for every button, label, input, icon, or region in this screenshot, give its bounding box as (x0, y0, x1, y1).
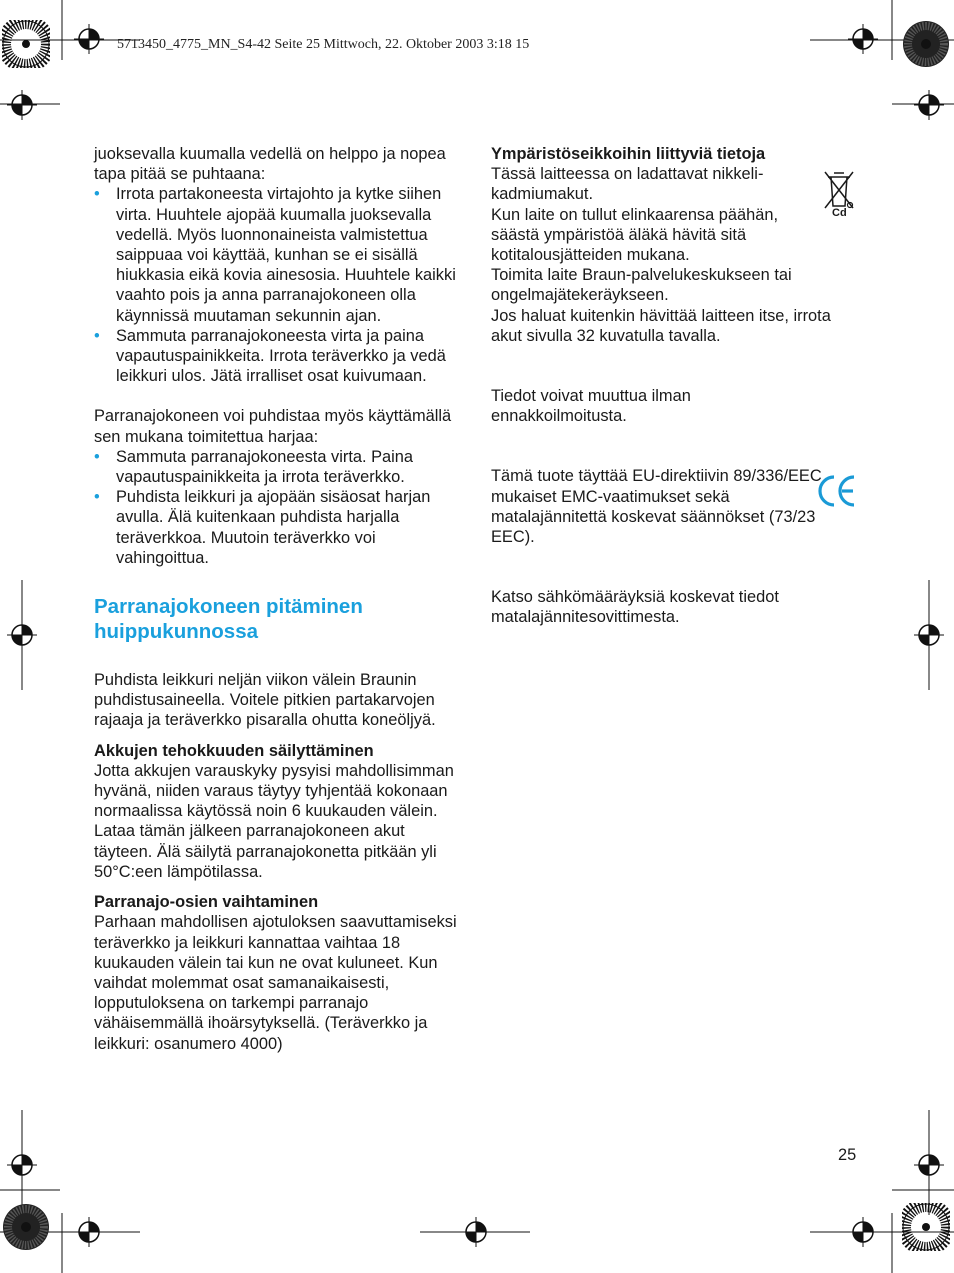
page-number: 25 (838, 1146, 857, 1164)
environment-subheading: Ympäristöseikkoihin liittyviä tietoja (491, 145, 766, 163)
print-header: 5713450_4775_MN_S4-42 Seite 25 Mittwoch, 22. Oktober 2003 3:18 15 (117, 37, 530, 52)
maintenance-text: Puhdista leikkuri neljän viikon välein Braunin puhdistusaineella. Voitele pitkien partakarvojen rajaaja ja teräverkko pisaralla ohutta koneöljyä. (94, 671, 436, 730)
environment-text-4: Jos haluat kuitenkin hävittää laitteen itse, irrota akut sivulla 32 kuvatulla tavalla. (491, 306, 831, 345)
registration-target-icon (74, 1217, 104, 1247)
list-item: • Irrota partakoneesta virtajohto ja kytke siihen virta. Huuhtele ajopää kuumalla juoksevalla vedellä. Myös luonnonaineista valmistettua saippuaa voi käyttää, kunhan se ei sisällä hiukkasia eikä kovia ainesosia. Huuhtele kaikki vaahto pois ja anna parranajokoneen olla käynnissä muutaman sekunnin ajan. (94, 184, 464, 325)
list-item: • Sammuta parranajokoneesta virta. Paina vapautuspainikkeita ja irrota teräverkko. (94, 447, 464, 487)
right-column (491, 144, 841, 628)
starburst-target-icon (2, 1203, 50, 1251)
cleaning-steps-list (94, 184, 464, 386)
left-column (94, 144, 464, 1054)
brush-steps-list (94, 447, 464, 568)
registration-target-icon (848, 24, 878, 54)
starburst-target-icon (902, 20, 950, 68)
registration-target-icon (461, 1217, 491, 1247)
registration-target-icon (914, 1150, 944, 1180)
registration-target-icon (848, 1217, 878, 1247)
parts-subheading: Parranajo-osien vaihtaminen (94, 893, 319, 912)
registration-target-icon (914, 90, 944, 120)
brush-intro-text: Parranajokoneen voi puhdistaa myös käyttämällä sen mukana toimitettua harjaa: (94, 407, 452, 446)
list-item: • Puhdista leikkuri ja ajopään sisäosat harjan avulla. Älä kuitenkaan puhdista harjalla teräverkkoa. Muutoin teräverkko voi vahingoittua. (94, 487, 464, 568)
registration-target-icon (7, 90, 37, 120)
bin-label: Cd (832, 207, 847, 219)
registration-target-icon (914, 620, 944, 650)
environment-text-2: Kun laite on tullut elinkaarensa päähän, säästä ympäristöä äläkä hävitä sitä kotitalousjätteiden mukana. (491, 205, 779, 265)
section-heading: Parranajokoneen pitäminen huippukunnossa (94, 595, 363, 644)
electrical-info-text: Katso sähkömääräyksiä koskevat tiedot matalajännitesovittimesta. (491, 588, 779, 627)
battery-subheading: Akkujen tehokkuuden säilyttäminen (94, 741, 374, 760)
registration-target-icon (7, 620, 37, 650)
ce-mark-icon (814, 472, 858, 510)
intro-text: juoksevalla kuumalla vedellä on helppo ja nopea tapa pitää se puhtaana: (94, 145, 446, 184)
ce-compliance-text: Tämä tuote täyttää EU-direktiivin 89/336/EEC mukaiset EMC-vaatimukset sekä matalajännitettä koskevat säännökset (73/23 EEC). (491, 467, 822, 547)
environment-text-3: Toimita laite Braun-palvelukeskukseen tai ongelmajätekeräykseen. (491, 266, 792, 305)
starburst-target-icon (2, 20, 50, 68)
registration-target-icon (74, 24, 104, 54)
notice-text: Tiedot voivat muuttua ilman ennakkoilmoitusta. (491, 387, 691, 426)
battery-text: Jotta akkujen varauskyky pysyisi mahdollisimman hyvänä, niiden varaus täytyy tyhjentää kokonaan normaalissa käytössä noin 6 kuukauden välein. Lataa tämän jälkeen parranajokoneen akut täyteen. Älä säilytä parranajokonetta pitkään yli 50°C:een lämpötilassa. (94, 761, 454, 881)
registration-target-icon (7, 1150, 37, 1180)
parts-text: Parhaan mahdollisen ajotuloksen saavuttamiseksi teräverkko ja leikkuri kannattaa vaihtaa 18 kuukauden välein tai kun ne ovat kuluneet. Kun vaihdat molemmat osat samanaikaisesti, lopputuloksena on tarkempi parranajo vähäisemmällä ihoärsytyksellä. (Teräverkko ja leikkuri: osanumero 4000) (94, 913, 457, 1053)
environment-text-1: Tässä laitteessa on ladattavat nikkeli-kadmiumakut. (491, 165, 764, 204)
list-item: • Sammuta parranajokoneesta virta ja paina vapautuspainikkeita. Irrota teräverkko ja vedä leikkuri ulos. Jätä irralliset osat kuivumaan. (94, 326, 464, 387)
starburst-target-icon (902, 1203, 950, 1251)
